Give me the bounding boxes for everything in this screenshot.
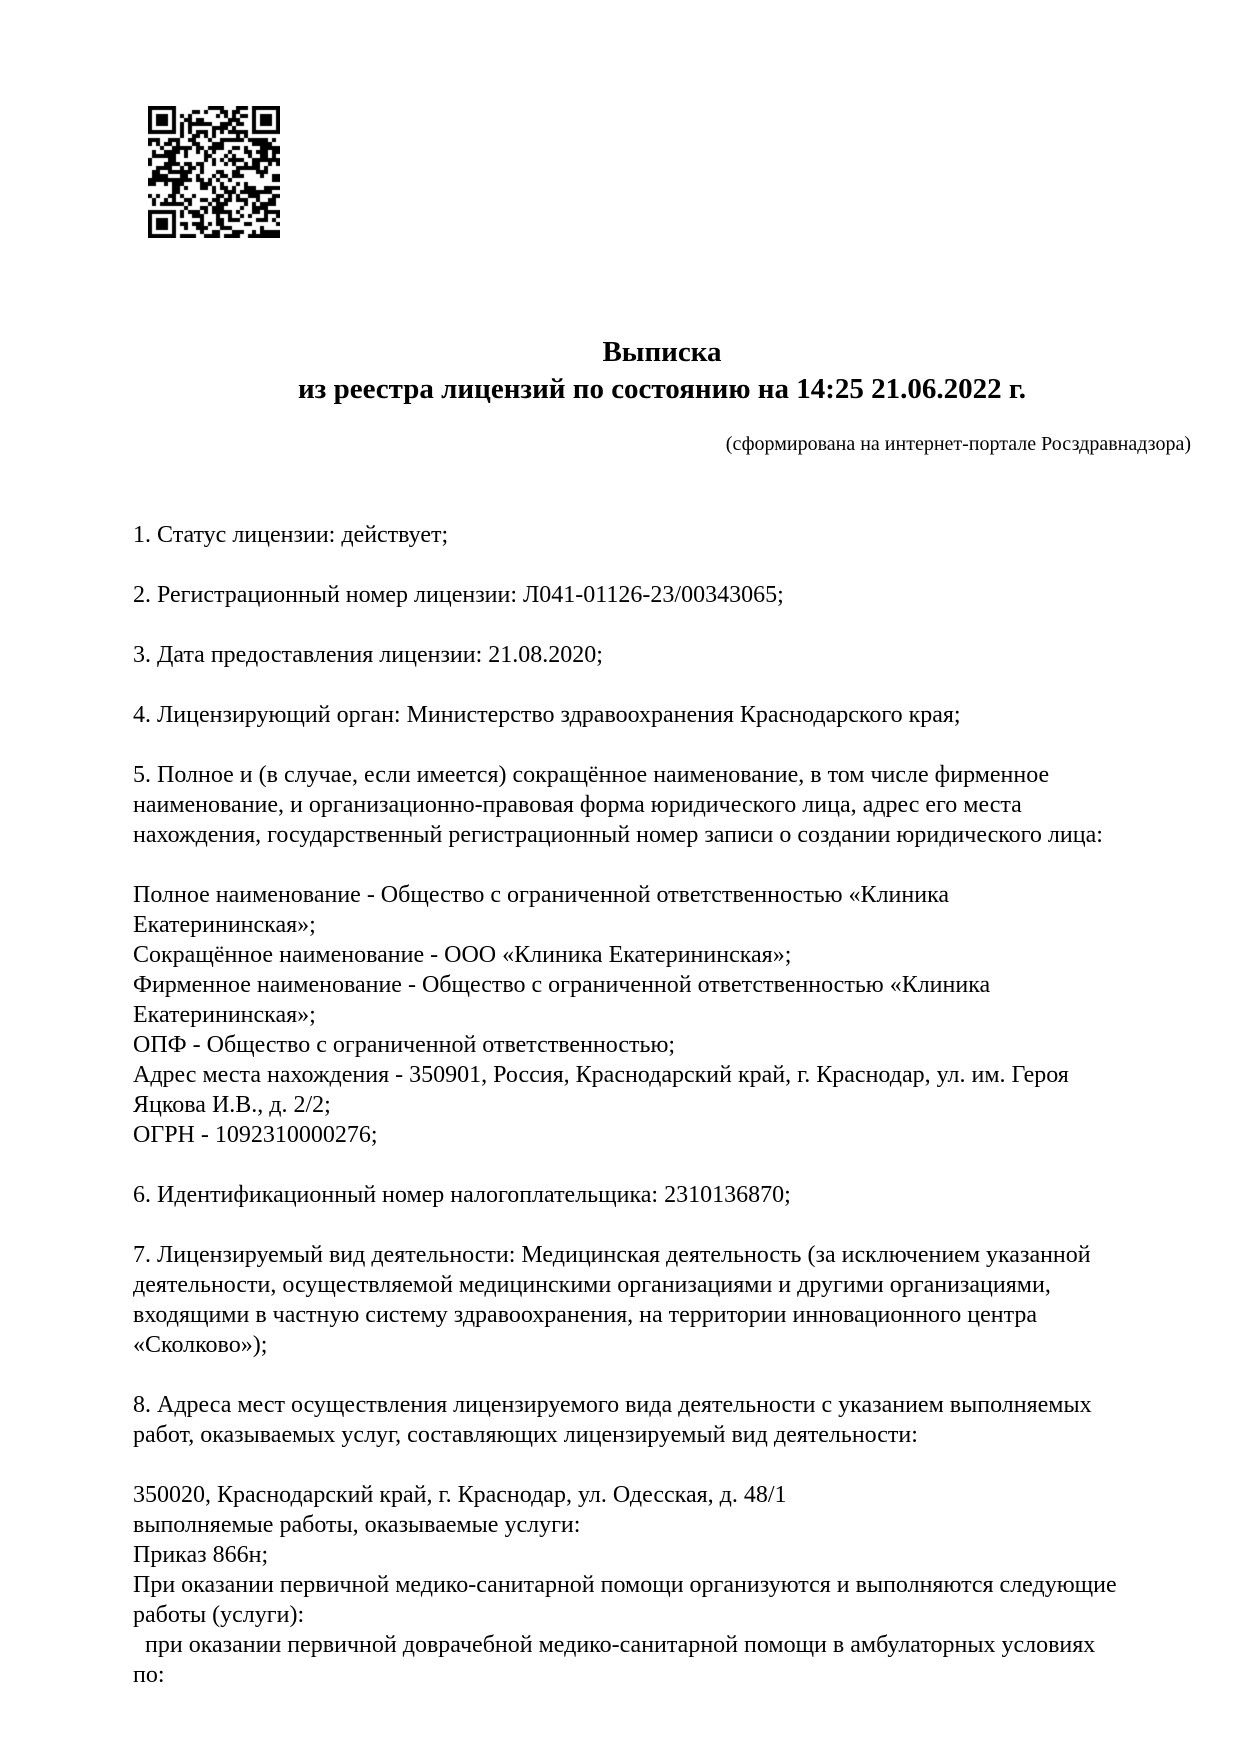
paragraph — [133, 1180, 1191, 1210]
paragraph-line: Екатерининская»; — [133, 1002, 316, 1028]
paragraph-line: по: — [133, 1662, 165, 1688]
paragraph-line: при оказании первичной доврачебной медико-санитарной помощи в амбулаторных условиях — [133, 1632, 1096, 1658]
paragraph-line: Фирменное наименование - Общество с ограниченной ответственностью «Клиника — [133, 972, 991, 998]
paragraph — [133, 760, 1191, 850]
paragraph-line: ОГРН - 1092310000276; — [133, 1122, 378, 1148]
paragraph-line: 3. Дата предоставления лицензии: 21.08.2020; — [133, 642, 603, 668]
paragraph-line: Приказ 866н; — [133, 1542, 269, 1568]
paragraph-line: Полное наименование - Общество с ограниченной ответственностью «Клиника — [133, 882, 950, 908]
paragraph-line: 4. Лицензирующий орган: Министерство здравоохранения Краснодарского края; — [133, 702, 961, 728]
paragraph — [133, 1240, 1191, 1360]
paragraph — [133, 1390, 1191, 1450]
paragraph-line: деятельности, осуществляемой медицинскими организациями и другими организациями, — [133, 1272, 1051, 1298]
paragraph — [133, 700, 1191, 730]
qr-code-icon — [148, 106, 280, 238]
paragraph-line: Адрес места нахождения - 350901, Россия, Краснодарский край, г. Краснодар, ул. им. Героя — [133, 1062, 1069, 1088]
paragraph-line: 7. Лицензируемый вид деятельности: Медицинская деятельность (за исключением указанной — [133, 1242, 1091, 1268]
paragraph-line: 2. Регистрационный номер лицензии: Л041-01126-23/00343065; — [133, 582, 784, 608]
paragraph — [133, 880, 1191, 1150]
paragraph — [133, 1480, 1191, 1690]
paragraph-line: наименование, и организационно-правовая форма юридического лица, адрес его места — [133, 792, 1022, 818]
paragraph-line: Яцкова И.В., д. 2/2; — [133, 1092, 331, 1118]
document-subtitle: (сформирована на интернет-портале Росздравнадзора) — [725, 433, 1191, 455]
paragraph — [133, 640, 1191, 670]
paragraph-line: 6. Идентификационный номер налогоплательщика: 2310136870; — [133, 1182, 791, 1208]
paragraph-line: Сокращённое наименование - ООО «Клиника Екатерининская»; — [133, 942, 792, 968]
paragraph-line: 350020, Краснодарский край, г. Краснодар, ул. Одесская, д. 48/1 — [133, 1482, 787, 1508]
paragraph-line: входящими в частную систему здравоохранения, на территории инновационного центра — [133, 1302, 1038, 1328]
paragraph-line: 8. Адреса мест осуществления лицензируемого вида деятельности с указанием выполняемых — [133, 1392, 1092, 1418]
paragraph-line: выполняемые работы, оказываемые услуги: — [133, 1512, 581, 1538]
title-line-2: из реестра лицензий по состоянию на 14:25 21.06.2022 г. — [297, 373, 1027, 405]
paragraph-line: 5. Полное и (в случае, если имеется) сокращённое наименование, в том числе фирменное — [133, 762, 1050, 788]
paragraph-line: нахождения, государственный регистрационный номер записи о создании юридического лица: — [133, 822, 1103, 848]
paragraph — [133, 520, 1191, 550]
paragraph-line: работы (услуги): — [133, 1602, 305, 1628]
paragraph — [133, 580, 1191, 610]
title-line-1: Выписка — [602, 336, 722, 368]
paragraph-line: 1. Статус лицензии: действует; — [133, 522, 449, 548]
paragraph-line: работ, оказываемых услуг, составляющих лицензируемый вид деятельности: — [133, 1422, 918, 1448]
document-body — [133, 520, 1191, 1690]
paragraph-line: ОПФ - Общество с ограниченной ответственностью; — [133, 1032, 676, 1058]
paragraph-line: При оказании первичной медико-санитарной помощи организуются и выполняются следующие — [133, 1572, 1117, 1598]
paragraph-line: Екатерининская»; — [133, 912, 316, 938]
paragraph-line: «Сколково»); — [133, 1332, 268, 1358]
document-title — [133, 334, 1191, 408]
